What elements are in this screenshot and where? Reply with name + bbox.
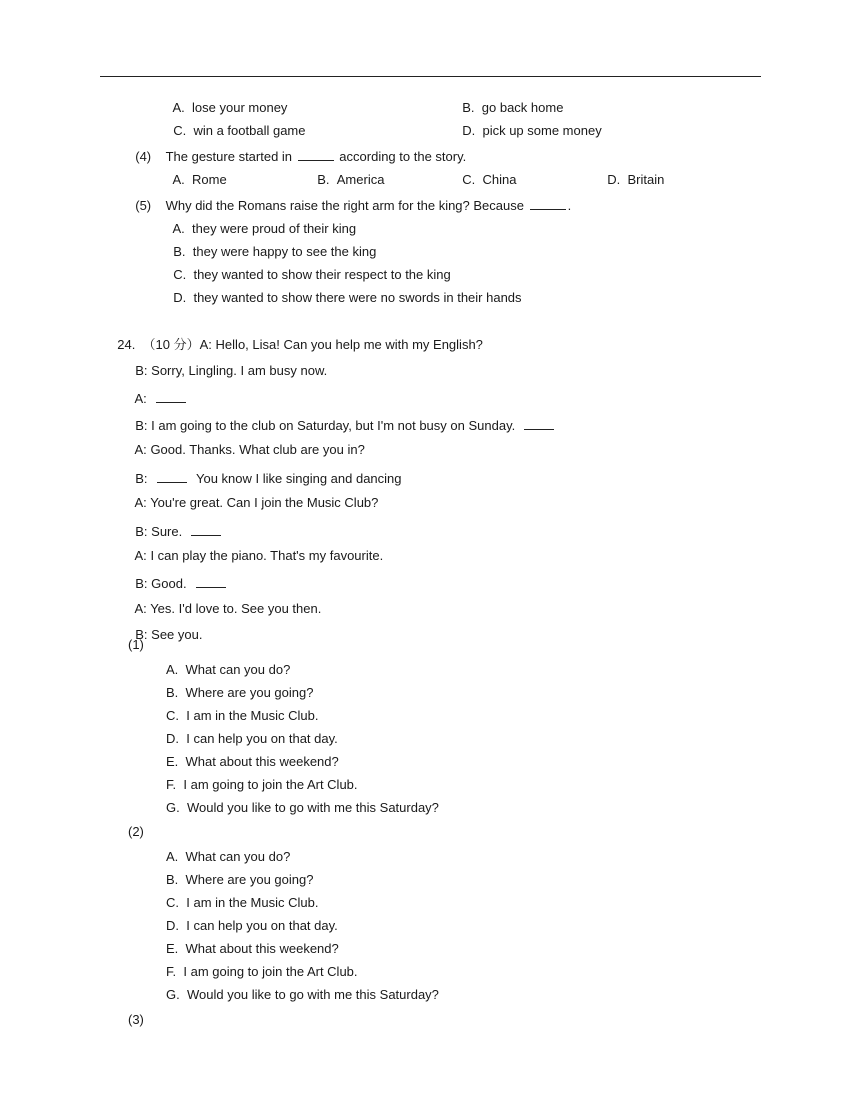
- q24-1-option-g[interactable]: [166, 800, 439, 816]
- option-text: I am going to join the Art Club.: [183, 964, 358, 979]
- option-text: win a football game: [193, 123, 306, 138]
- sub-question-number: (2): [128, 824, 144, 839]
- option-text: What about this weekend?: [185, 754, 339, 769]
- option-letter: C.: [166, 895, 179, 910]
- sub-question-number: (1): [128, 637, 144, 652]
- q3-option-d[interactable]: [455, 107, 602, 139]
- option-text: go back home: [481, 100, 564, 115]
- q24-2-option-g[interactable]: [166, 987, 439, 1003]
- option-letter: A.: [172, 100, 185, 115]
- option-letter: E.: [166, 754, 179, 769]
- q24-1-option-a[interactable]: [166, 662, 290, 678]
- option-text: lose your money: [192, 100, 288, 115]
- option-letter: C.: [166, 708, 179, 723]
- option-letter: B.: [166, 872, 179, 887]
- q24-2-option-a[interactable]: [166, 849, 290, 865]
- q24-1-option-f[interactable]: [166, 777, 358, 793]
- option-text: they were proud of their king: [192, 221, 357, 236]
- q24-1-option-e[interactable]: [166, 754, 339, 770]
- option-letter: A.: [172, 172, 185, 187]
- option-letter: C.: [173, 123, 187, 138]
- option-letter: B.: [173, 244, 186, 259]
- option-text: Where are you going?: [185, 685, 314, 700]
- q4-option-d[interactable]: [600, 156, 664, 188]
- option-text: they were happy to see the king: [192, 244, 377, 259]
- dialogue-text: I am going to the club on Saturday, but I'm not busy on Sunday.: [151, 418, 516, 433]
- dialogue-speaker: B:: [135, 576, 148, 591]
- q24-2-option-e[interactable]: [166, 941, 339, 957]
- option-text: I am in the Music Club.: [186, 708, 319, 723]
- dialogue-speaker: A:: [134, 391, 147, 406]
- option-letter: F.: [166, 964, 177, 979]
- dialogue-text: You know I like singing and dancing: [196, 471, 402, 486]
- option-text: I am going to join the Art Club.: [183, 777, 358, 792]
- option-text: Britain: [627, 172, 665, 187]
- question-number: (4): [135, 149, 152, 164]
- q24-1-option-d[interactable]: [166, 731, 338, 747]
- option-letter: B.: [166, 685, 179, 700]
- dialogue-speaker: B:: [135, 627, 148, 642]
- q24-1-option-c[interactable]: [166, 708, 318, 724]
- dialogue-text: Hello, Lisa! Can you help me with my English?: [215, 337, 483, 352]
- option-text: Rome: [192, 172, 227, 187]
- option-letter: C.: [462, 172, 476, 187]
- option-letter: D.: [462, 123, 476, 138]
- dialogue-speaker: A:: [134, 442, 147, 457]
- option-letter: B.: [317, 172, 330, 187]
- stem-text: The gesture started in: [165, 149, 293, 164]
- stem-text: .: [567, 198, 572, 213]
- option-text: pick up some money: [482, 123, 602, 138]
- question-number: 24.: [117, 337, 136, 352]
- option-letter: A.: [172, 221, 185, 236]
- question-number: (5): [135, 198, 152, 213]
- dialogue-speaker: A:: [199, 337, 212, 352]
- option-text: I am in the Music Club.: [186, 895, 319, 910]
- q24-2-option-c[interactable]: [166, 895, 318, 911]
- answer-blank: [530, 196, 566, 210]
- dialogue-text: Good.: [151, 576, 187, 591]
- option-letter: G.: [166, 800, 180, 815]
- option-text: Where are you going?: [185, 872, 314, 887]
- option-letter: D.: [166, 918, 179, 933]
- option-text: What can you do?: [185, 662, 291, 677]
- dialogue-text: Sorry, Lingling. I am busy now.: [151, 363, 328, 378]
- option-letter: D.: [166, 731, 179, 746]
- option-text: they wanted to show their respect to the king: [193, 267, 451, 282]
- dialogue-speaker: B:: [135, 363, 148, 378]
- option-text: I can help you on that day.: [186, 731, 338, 746]
- stem-text: Why did the Romans raise the right arm for the king? Because: [165, 198, 524, 213]
- q24-1-option-b[interactable]: [166, 685, 313, 701]
- dialogue-text: Good. Thanks. What club are you in?: [150, 442, 365, 457]
- dialogue-text: See you.: [151, 627, 203, 642]
- option-letter: B.: [462, 100, 475, 115]
- option-letter: D.: [173, 290, 187, 305]
- option-text: I can help you on that day.: [186, 918, 338, 933]
- sub-question-number: (3): [128, 1012, 144, 1027]
- option-text: America: [336, 172, 385, 187]
- dialogue-speaker: A:: [134, 548, 147, 563]
- option-text: China: [482, 172, 517, 187]
- option-letter: D.: [607, 172, 621, 187]
- header-rule: [100, 76, 761, 77]
- option-letter: A.: [166, 849, 179, 864]
- dialogue-speaker: A:: [134, 495, 147, 510]
- dialogue-text: I can play the piano. That's my favourite.: [150, 548, 384, 563]
- dialogue-speaker: A:: [134, 601, 147, 616]
- q24-2-option-f[interactable]: [166, 964, 358, 980]
- option-letter: C.: [173, 267, 187, 282]
- option-letter: F.: [166, 777, 177, 792]
- option-text: Would you like to go with me this Saturday?: [186, 987, 439, 1002]
- q5-option-d[interactable]: [166, 274, 522, 306]
- dialogue-text: Sure.: [151, 524, 183, 539]
- dialogue-speaker: B:: [135, 471, 148, 486]
- points-label: （10 分）: [142, 337, 200, 352]
- option-text: What can you do?: [185, 849, 291, 864]
- option-text: they wanted to show there were no swords in their hands: [193, 290, 522, 305]
- option-letter: G.: [166, 987, 180, 1002]
- stem-text: according to the story.: [339, 149, 467, 164]
- option-letter: A.: [166, 662, 179, 677]
- q24-2-option-d[interactable]: [166, 918, 338, 934]
- dialogue-text: You're great. Can I join the Music Club?: [150, 495, 379, 510]
- option-text: Would you like to go with me this Saturday?: [186, 800, 439, 815]
- option-letter: E.: [166, 941, 179, 956]
- dialogue-text: Yes. I'd love to. See you then.: [150, 601, 322, 616]
- dialogue-speaker: B:: [135, 524, 148, 539]
- answer-blank: [524, 416, 554, 430]
- option-text: What about this weekend?: [185, 941, 339, 956]
- dialogue-speaker: B:: [135, 418, 148, 433]
- q24-2-option-b[interactable]: [166, 872, 313, 888]
